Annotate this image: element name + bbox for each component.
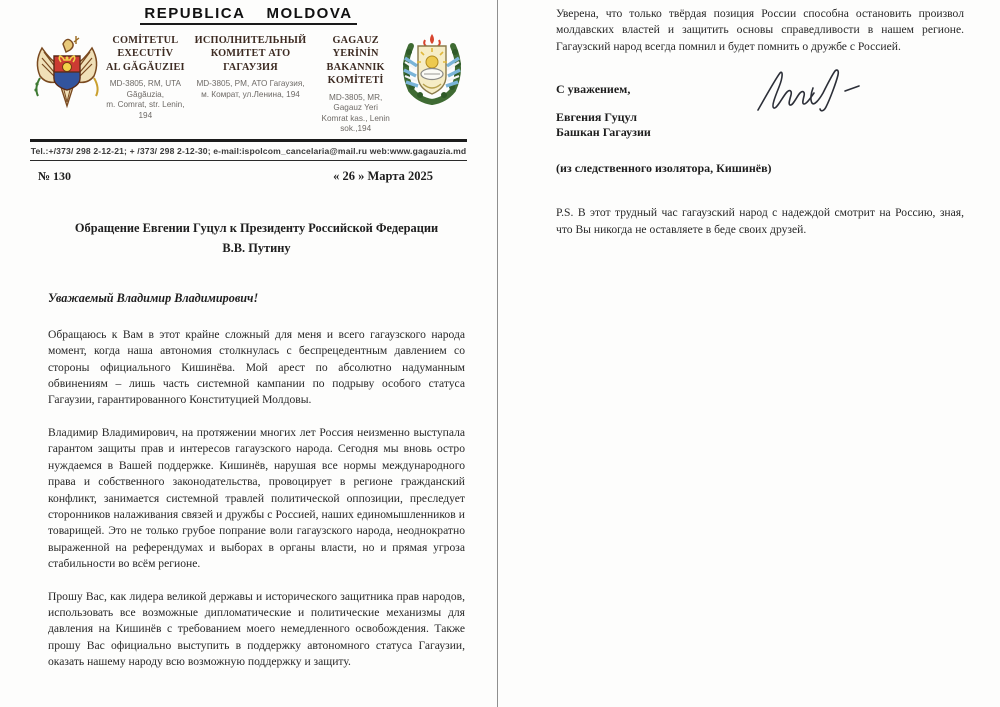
letter-title-line2: В.В. Путину [222,240,291,255]
letter-date: « 26 » Марта 2025 [333,169,433,184]
letterhead-columns [104,34,397,135]
location-note: (из следственного изолятора, Кишинёв) [556,161,772,176]
letterhead [0,0,497,184]
paragraph-2: Владимир Владимирович, на протяжении многих лет Россия неизменно выступала гарантом защиты прав и интересов гагаузского народа. Сегодня мы вновь остро нуждаемся в Вашей поддержке. Кишинёв, нарушая все нормы международного права и собственного законодательства, провоцирует в регионе гражданский конфликт, занимается системной травлей политической оппозиции, преследует сторонников налаживания связей и дружбы с Россией, наших единомышленников и товарищей. Это не только грубое попрание воли гагаузского народа, неоднократно выраженной на референдумах и выборах в органы власти, но и прямая угроза стабильности во всём регионе. [48,425,465,571]
gagauzia-coat-of-arms-icon [397,32,467,112]
col3-address-line1: MD-3805, MR, Gagauz Yeri [329,92,383,113]
salutation: Уважаемый Владимир Владимирович! [48,290,259,305]
paragraph-4: Уверена, что только твёрдая позиция России способна остановить произвол молдавских властей и защитить основы справедливости в нашем регионе. Гагаузский народ всегда помнил и будет помнить о дружбе с Россией. [556,7,964,53]
contact-line: Tel.:+/373/ 298 2-12-21; + /373/ 298 2-12-30; e-mail:ispolcom_cancelaria@mail.ru web:www.gagauzia.md [30,145,467,156]
col2-title-line1: ИСПОЛНИТЕЛЬНЫЙ [194,35,307,46]
paragraph-1: Обращаюсь к Вам в этот крайне сложный для меня и всего гагаузского народа момент, когда наша автономия столкнулась с беспрецедентным давлением со стороны официального Кишинёва. Мой арест по абсолютно надуманным обвинениям – лишь часть системной кампании по подрыву особого статуса Гагаузии, гарантированного Конституцией Молдовы. [48,327,465,407]
col1-title-line2: AL GĂGĂUZIEI [105,61,185,73]
letter-body [0,219,497,670]
col1-title-line1: COMİTETUL EXECUTİV [112,35,179,60]
reference-number: № 130 [38,169,72,184]
col2-address-line1: MD-3805, PM, АТО Гагаузия, [196,79,305,89]
letterhead-row [30,32,467,135]
postscript: P.S. В этот трудный час гагаузский народ с надеждой смотрит на Россию, зная, что Вы никогда не оставляете в беде своих друзей. [556,206,964,236]
letter-title-line1: Обращение Евгении Гуцул к Президенту Российской Федерации [74,221,439,236]
letter-page-1 [0,0,497,707]
letter-page-2 [498,0,1000,707]
paragraph-3: Прошу Вас, как лидера великой державы и исторического защитника прав народов, использовать все возможные дипломатические и политические механизмы для давления на Кишинёв с требованием моего немедленного освобождения. Также прошу Вас официально выступить в поддержку автономного статуса Гагаузии, оказать нашему народу всю возможную поддержку и защиту. [48,589,465,669]
letterhead-column-gagauz [314,34,397,135]
col2-title-line2: КОМИТЕТ АТО ГАГАУЗИЯ [210,48,291,73]
letterhead-rule-bottom [30,160,467,162]
handwritten-signature [750,66,868,118]
col2-address-line2: м. Комрат, ул.Ленина, 194 [201,89,300,99]
col3-title-line1: GAGAUZ YERİNİN [332,35,379,60]
moldova-coat-of-arms-icon [30,32,104,112]
col3-address-line2: Komrat kas., Lenin sok.,194 [321,113,390,134]
closing-phrase: С уважением, [556,82,631,97]
country-title-text: REPUBLICA MOLDOVA [140,5,356,25]
letterhead-column-russian [195,34,307,135]
signer-title: Башкан Гагаузии [556,125,651,140]
letter-title [48,219,465,257]
reference-row [30,169,467,184]
col1-address-line1: MD-3805, RM, UTA Găgăuzia, [109,79,181,99]
letterhead-column-romanian [104,34,187,135]
col1-address-line2: m. Comrat, str. Lenin, 194 [106,100,185,121]
col3-title-line2: BAKANNIK KOMİTETİ [326,61,385,87]
country-title [30,5,467,25]
signer-name: Евгения Гуцул [556,110,637,125]
